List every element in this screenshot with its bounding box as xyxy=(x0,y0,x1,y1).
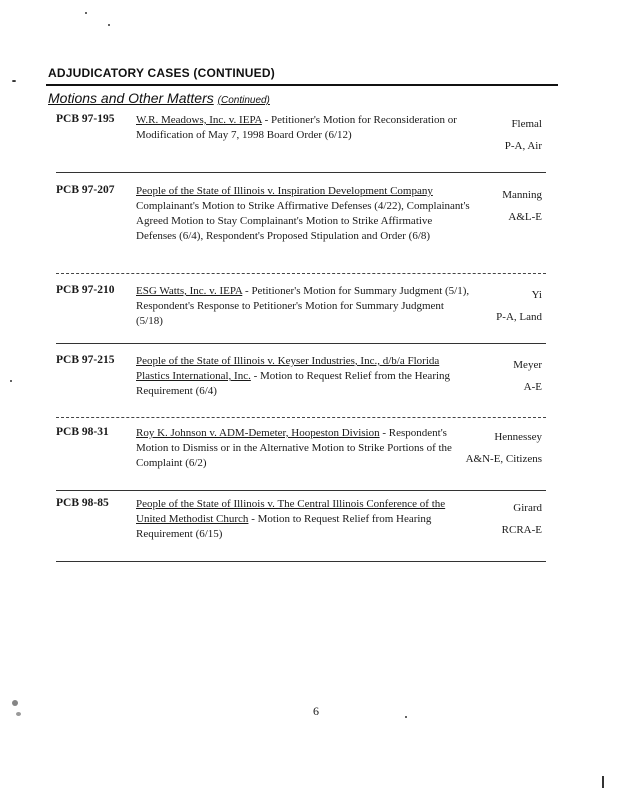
scan-speck xyxy=(85,12,87,14)
case-assignment xyxy=(472,113,542,157)
scan-speck xyxy=(12,700,18,706)
case-parties: Roy K. Johnson v. ADM-Demeter, Hoopeston Division xyxy=(136,427,380,439)
board-member: Hennessey xyxy=(494,431,542,443)
case-motion-text: - Respondent's Motion to Dismiss or in the Alternative Motion to Strike Portions of the Complaint (6/2) xyxy=(136,427,452,469)
case-motion-text: - Petitioner's Motion for Reconsideration or Modification of May 7, 1998 Board Order (6/12) xyxy=(136,114,457,141)
case-parties: People of the State of Illinois v. The Central Illinois Conference of the United Methodist Church xyxy=(136,498,446,525)
case-divider xyxy=(56,561,546,562)
case-assignment xyxy=(472,497,542,541)
case-motion-text: Complainant's Motion to Strike Affirmative Defenses (4/22), Complainant's Agreed Motion to Stay Complainant's Motion to Strike Affirmative Defenses (6/4), Respondent's Proposed Stipulation and Order (6/8) xyxy=(136,200,470,242)
case-motion-text: - Motion to Request Relief from the Hearing Requirement (6/4) xyxy=(136,370,451,397)
case-type: RCRA-E xyxy=(501,524,542,536)
case-number: PCB 98-85 xyxy=(56,497,109,509)
board-member: Yi xyxy=(531,289,542,301)
board-member: Girard xyxy=(513,502,542,514)
case-divider xyxy=(56,417,546,418)
case-assignment xyxy=(472,284,542,328)
scan-speck xyxy=(602,776,604,788)
case-description xyxy=(136,497,472,542)
case-number: PCB 97-215 xyxy=(56,354,115,366)
case-number: PCB 97-195 xyxy=(56,113,115,125)
case-parties: People of the State of Illinois v. Inspiration Development Company xyxy=(136,185,433,197)
subsection-title-text: Motions and Other Matters xyxy=(48,90,214,106)
case-parties: People of the State of Illinois v. Keyser Industries, Inc., d/b/a Florida Plastics International, Inc. xyxy=(136,355,440,382)
case-divider xyxy=(56,172,546,173)
case-motion-text: - Petitioner's Motion for Summary Judgment (5/1), Respondent's Response to Petitioner's Motion for Summary Judgment (5/18) xyxy=(136,285,470,327)
case-divider xyxy=(56,273,546,274)
board-member: Meyer xyxy=(513,359,542,371)
scan-speck xyxy=(10,380,12,382)
case-number: PCB 97-210 xyxy=(56,284,115,296)
case-description xyxy=(136,284,472,329)
board-member: Flemal xyxy=(511,118,542,130)
case-parties: W.R. Meadows, Inc. v. IEPA xyxy=(136,114,262,126)
subsection-title-suffix: (Continued) xyxy=(217,95,270,106)
case-number: PCB 97-207 xyxy=(56,184,115,196)
subsection-title xyxy=(48,90,270,106)
case-type: P-A, Land xyxy=(496,311,542,323)
case-number: PCB 98-31 xyxy=(56,426,109,438)
case-assignment xyxy=(472,184,542,228)
case-description xyxy=(136,113,472,143)
scan-speck xyxy=(108,24,110,26)
scan-speck xyxy=(12,80,16,82)
case-assignment xyxy=(472,354,542,398)
scan-speck xyxy=(405,716,407,718)
section-title: ADJUDICATORY CASES (CONTINUED) xyxy=(48,66,275,80)
page-number: 6 xyxy=(313,704,319,718)
case-description xyxy=(136,354,472,399)
case-type: A&L-E xyxy=(508,211,542,223)
case-motion-text: - Motion to Request Relief from Hearing Requirement (6/15) xyxy=(136,513,432,540)
case-type: P-A, Air xyxy=(504,140,542,152)
case-description xyxy=(136,426,472,471)
case-parties: ESG Watts, Inc. v. IEPA xyxy=(136,285,243,297)
case-description xyxy=(136,184,472,244)
scan-speck xyxy=(16,712,21,716)
case-type: A&N-E, Citizens xyxy=(465,453,542,465)
header-rule xyxy=(46,84,558,86)
case-divider xyxy=(56,343,546,344)
case-type: A-E xyxy=(523,381,542,393)
case-divider xyxy=(56,490,546,491)
board-member: Manning xyxy=(502,189,542,201)
case-assignment xyxy=(452,426,542,470)
